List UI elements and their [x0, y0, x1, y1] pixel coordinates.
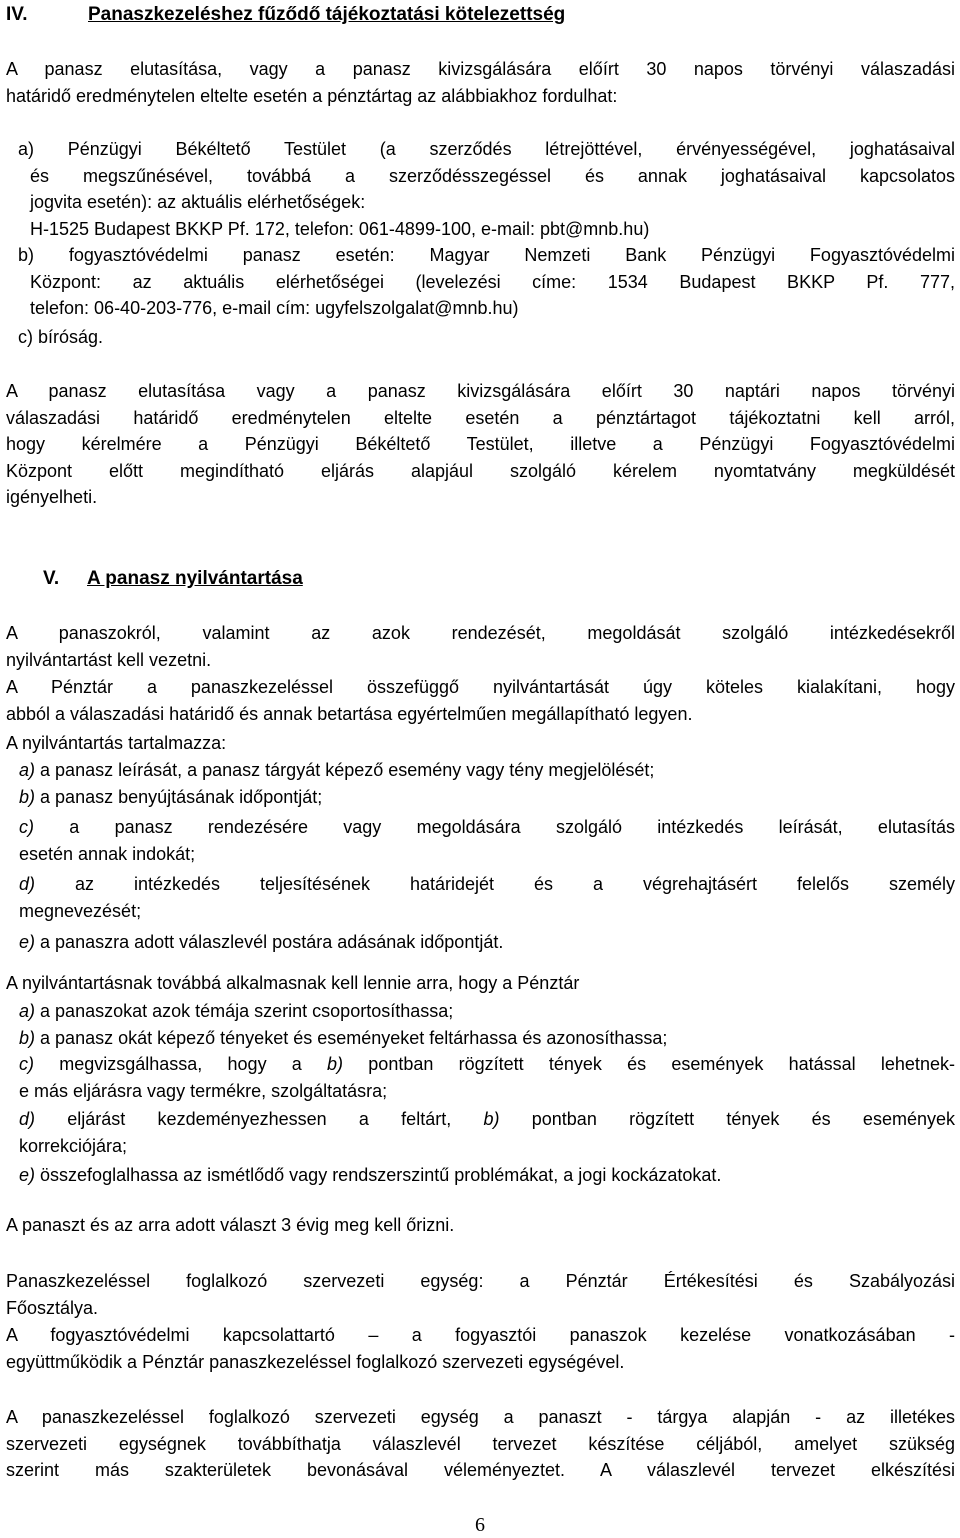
forwarding-paragraph: A panaszkezeléssel foglalkozó szervezeti egység a panaszt - tárgya alapján - az illetékes szervezeti egységnek továbbíthatja válaszlevél tervezet készítése céljából, amelyet szükség szerint más szakterületek bevonásával véleményeztet. A válaszlevél tervezet elkészítési — [6, 1407, 955, 1481]
section-iv-paragraph-2: A panasz elutasítása vagy a panasz kivizsgálására előírt 30 naptári napos törvényi válaszadási határidő eredménytelen eltelte esetén a pénztártagot tájékoztatni kell arról, hogy kérelmére a Pénzügyi Békéltető Testület, illetve a Pénzügyi Fogyasztóvédelmi Központ előtt megindítható eljárás alapjául szolgáló kérelem nyomtatvány megküldését igényelheti. — [6, 381, 955, 508]
section-v-paragraph-2: A Pénztár a panaszkezeléssel összefüggő nyilvántartását úgy köteles kialakítani, hogy abból a válaszadási határidő és annak betartása egyértelműen megállapítható legyen. — [6, 677, 955, 724]
complaint-option-b: b) fogyasztóvédelmi panasz esetén: Magyar Nemzeti Bank Pénzügyi Fogyasztóvédelmi Központ: az aktuális elérhetőségei (levelezési címe: 1534 Budapest BKKP Pf. 777, telefon: 06-40-203-776, e-mail cím: ugyfelszolgalat@mnb.hu) — [18, 245, 955, 319]
page-number: 6 — [475, 1514, 485, 1536]
section-v-paragraph-1: A panaszokról, valamint az azok rendezését, megoldását szolgáló intézkedésekről nyilvántartást kell vezetni. — [6, 623, 955, 670]
list-item: c) megvizsgálhassa, hogy a b) pontban rögzített tények és események hatással lehetnek- — [19, 1054, 955, 1075]
section-title: Panaszkezeléshez fűződő tájékoztatási kötelezettség — [88, 4, 566, 25]
list-item: e) a panaszra adott válaszlevél postára adásának időpontját. — [19, 931, 504, 952]
section-number: IV. — [6, 4, 28, 25]
section-number: V. — [43, 568, 60, 589]
consumer-contact-paragraph: A fogyasztóvédelmi kapcsolattartó – a fogyasztói panaszok kezelése vonatkozásában - együttműködik a Pénztár panaszkezeléssel foglalkozó szervezeti egységével. — [6, 1325, 955, 1372]
section-title: A panasz nyilvántartása — [87, 568, 303, 589]
list-item: d) az intézkedés teljesítésének határidejét és a végrehajtásért felelős személy — [19, 874, 955, 895]
list-item: e) összefoglalhassa az ismétlődő vagy rendszerszintű problémákat, a jogi kockázatokat. — [19, 1164, 722, 1185]
list-item: c) a panasz rendezésére vagy megoldására szolgáló intézkedés leírását, elutasítás — [19, 817, 955, 838]
list-item: b) a panasz benyújtásának időpontját; — [19, 786, 323, 807]
list-item: b) a panasz okát képező tényeket és eseményeket feltárhassa és azonosíthassa; — [19, 1027, 668, 1048]
section-iv-heading — [6, 4, 946, 30]
section-v-heading — [43, 568, 923, 594]
retention-paragraph: A panaszt és az arra adott választ 3 évig meg kell őrizni. — [6, 1215, 455, 1235]
register-contents-list: a) a panasz leírását, a panasz tárgyát képező esemény vagy tény megjelölését; b) a panasz benyújtásának időpontját; c) a panasz rendezésére vagy megoldására szolgáló intézkedés leírását, elutasítás esetén annak indokát; d) az intézkedés teljesítésének határidejét és a végrehajtásért felelős személy megnevezését; e) a panaszra adott válaszlevél postára adásának időpontját. — [19, 757, 955, 955]
register-contents-intro: A nyilvántartás tartalmazza: — [6, 733, 227, 753]
register-capabilities-intro: A nyilvántartásnak továbbá alkalmasnak kell lennie arra, hogy a Pénztár — [6, 973, 580, 993]
responsible-unit-paragraph: Panaszkezeléssel foglalkozó szervezeti egység: a Pénztár Értékesítési és Szabályozási Főosztálya. — [6, 1271, 955, 1318]
complaint-option-a: a) Pénzügyi Békéltető Testület (a szerződés létrejöttével, érvényességével, joghatásaival és megszűnésével, továbbá a szerződésszegéssel és annak joghatásaival kapcsolatos jogvita esetén): az aktuális elérhetőségek: H-1525 Budapest BKKP Pf. 172, telefon: 061-4899-100, e-mail: pbt@mnb.hu) — [18, 139, 955, 239]
register-capabilities-list: a) a panaszokat azok témája szerint csoportosíthassa; b) a panasz okát képező tényeket és eseményeket feltárhassa és azonosíthassa; c) megvizsgálhassa, hogy a b) pontban rögzített tények és események hatással lehetnek- e más eljárásra vagy termékre, szolgáltatásra; d) eljárást kezdeményezhessen a feltárt, b) pontban rögzített tények és események korrekciójára; e) összefoglalhassa az ismétlődő vagy rendszerszintű problémákat, a jogi kockázatokat. — [19, 998, 955, 1188]
section-iv-intro: A panasz elutasítása, vagy a panasz kivizsgálására előírt 30 napos törvényi válaszadási határidő eredménytelen eltelte esetén a pénztártag az alábbiakhoz fordulhat: — [6, 59, 955, 106]
list-item: d) eljárást kezdeményezhessen a feltárt, b) pontban rögzített tények és események — [19, 1109, 955, 1130]
list-item: a) a panasz leírását, a panasz tárgyát képező esemény vagy tény megjelölését; — [19, 760, 655, 780]
complaint-option-c: c) bíróság. — [18, 327, 104, 347]
list-item: a) a panaszokat azok témája szerint csoportosíthassa; — [19, 1001, 454, 1021]
